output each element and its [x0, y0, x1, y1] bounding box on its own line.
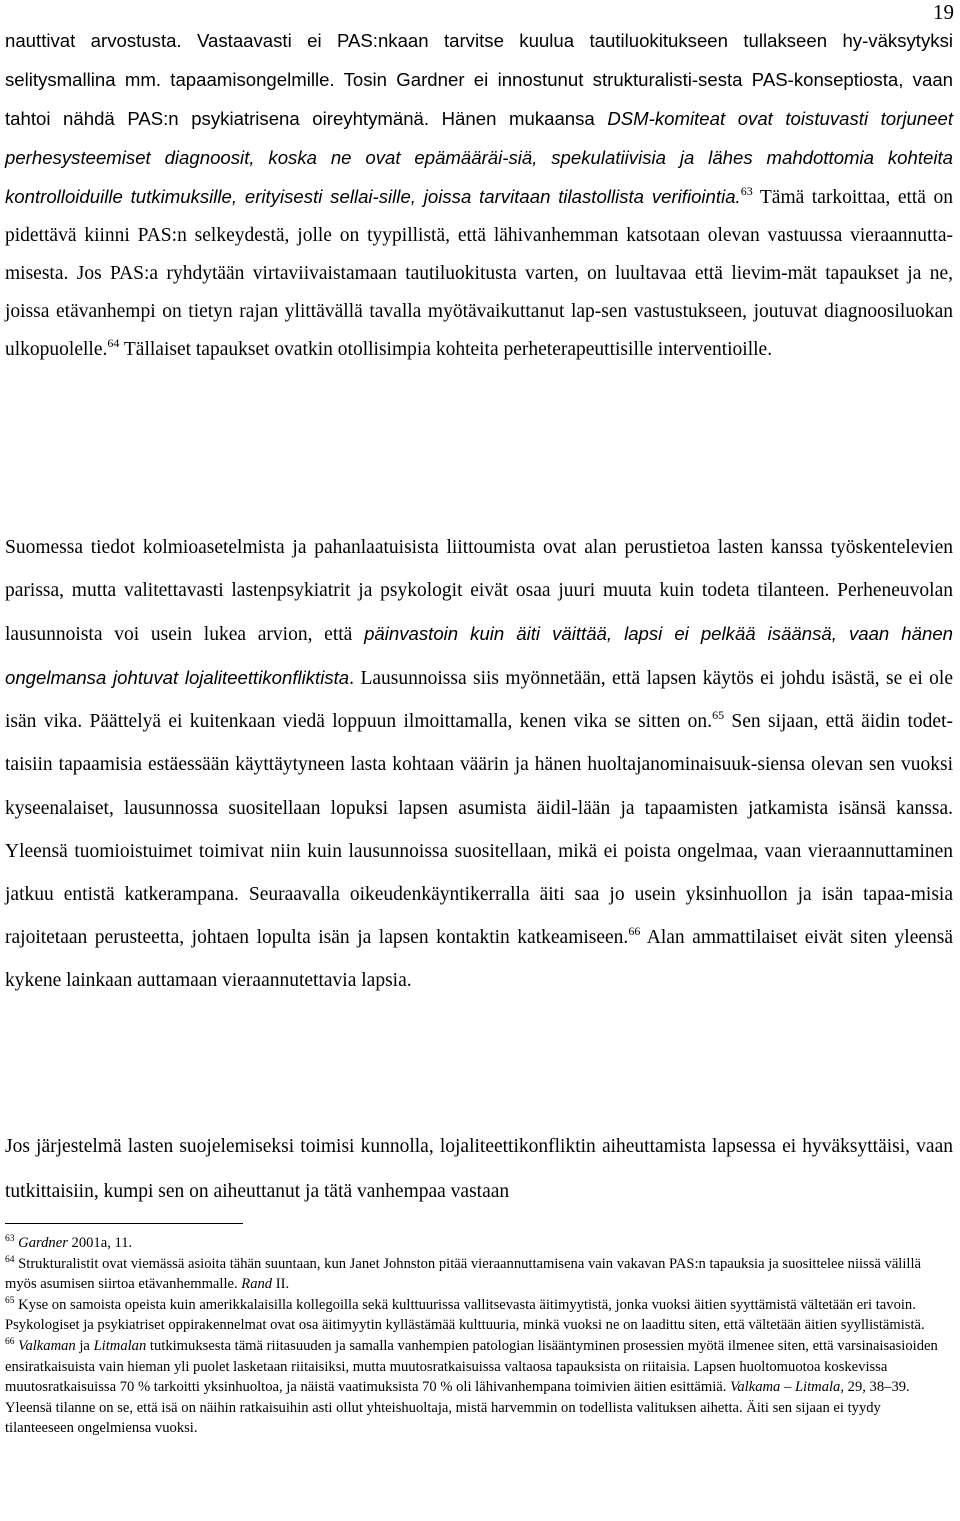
italic-quote: DSM-komiteat ovat toistuvasti torjuneet perhesysteemiset diagnoosit, koska ne ovat epämääräi-siä, spekulatiivisia ja lähes mahdottomia kohteita kontrolloiduille tutkimuksille, erityisesti sellai-sille, joissa tarvitaan tilastollista verifiointia. [5, 108, 953, 207]
footnote-number: 63 [5, 1234, 15, 1244]
body-paragraph-1 [5, 22, 953, 369]
citation-author: Gardner [18, 1235, 68, 1251]
citation-author: Rand [241, 1276, 273, 1293]
footnote-64 [5, 1254, 943, 1295]
footnote-ref-63[interactable]: 63 [740, 184, 753, 198]
footnote-text: Strukturalistit ovat viemässä asioita tähän suuntaan, kun Janet Johnston pitää vieraannuttamisena vain vakavan PAS:n tapauksia ja suosittelee niissä välillä myös asumisen siirtoa etävanhemmalle. [5, 1255, 922, 1293]
footnote-number: 66 [5, 1336, 15, 1347]
footnote-text: tutkimuksesta tämä riitasuuden ja samalla vanhempien patologian lisääntyminen prosessien myötä ilmenee siten, että varsinaisasioiden ensiratkaisuista vain hieman yli puolet lasketaan riitaisiksi, mutta muutosratkaisuissa valtaosa tapauksista on riitaisia. Lapsen huoltomuotoa koskevissa muutosratkaisuissa 70 % tarkoitti yksinhuoltoa, ja näistä vaatimuksista 70 % oli lähivanhempana toimivien äitien esittämiä. [5, 1337, 938, 1396]
footnote-separator [5, 1223, 243, 1224]
paragraph-text: nauttivat arvostusta. Vastaavasti ei PAS:nkaan tarvitse kuulua tautiluokitukseen tullakseen hy-väksytyksi selitysmallina mm. tapaamisongelmille. Tosin Gardner ei innostunut strukturalisti-sesta PAS-konseptiosta, vaan tahtoi nähdä PAS:n psykiatrisena oireyhtymänä. Hänen mukaansa [5, 30, 953, 129]
footnote-66 [5, 1336, 943, 1439]
citation-author: Valkama – Litmala [730, 1379, 841, 1396]
footnote-text: II. [272, 1276, 290, 1293]
citation-author: Litmalan [93, 1337, 147, 1354]
footnote-65 [5, 1295, 943, 1336]
italic-quote: päinvastoin kuin äiti väittää, lapsi ei pelkää isäänsä, vaan hänen ongelmansa johtuvat lojaliteettikonfliktista [5, 623, 953, 689]
footnote-text: 2001a, 11. [67, 1235, 133, 1251]
footnote-ref-65[interactable]: 65 [712, 708, 725, 723]
citation-author: Valkaman [18, 1337, 76, 1354]
footnote-text: ja [75, 1337, 94, 1354]
paragraph-text: Tämä tarkoittaa, että on pidettävä kiinni PAS:n selkeydestä, jolle on tyypillistä, että lähivanhemman katsotaan olevan vastuussa vieraannutta-misesta. Jos PAS:a ryhdytään virtaviivaistamaan tautiluokitusta varten, on luultavaa että lievim-mät tapaukset ja ne, joissa etävanhempi on tietyn rajan ylittävällä tavalla myötävaikuttanut lap-sen vastustukseen, joutuvat diagnoosiluokan ulkopuolelle. [5, 187, 953, 360]
body-paragraph-2 [5, 526, 953, 1002]
body-paragraph-3 [5, 1125, 953, 1214]
paragraph-text: Jos järjestelmä lasten suojelemiseksi toimisi kunnolla, lojaliteettikonfliktin aiheuttamista lapsessa ei hyväksyttäisi, vaan tutkittaisiin, kumpi sen on aiheuttanut ja tätä vanhempaa vastaan [5, 1136, 953, 1202]
footnote-ref-64[interactable]: 64 [107, 336, 120, 350]
paragraph-text: Tällaiset tapaukset ovatkin otollisimpia kohteita perheterapeuttisille interventioille. [119, 339, 773, 360]
footnote-number: 64 [5, 1254, 15, 1265]
paragraph-text: Suomessa tiedot kolmioasetelmista ja pahanlaatuisista liittoumista ovat alan perustietoa lasten kanssa työskentelevien parissa, mutta valitettavasti lastenpsykiatrit ja psykologit eivät osaa juuri muuta kuin todeta tilanteen. Perheneuvolan lausunnoista voi usein lukea arvion, että [5, 537, 953, 646]
paragraph-text: . Lausunnoissa siis myönnetään, että lapsen käytös ei johdu isästä, se ei ole isän vika. Päättelyä ei kuitenkaan viedä loppuun ilmoittamalla, kenen vika se sitten on. [5, 668, 953, 733]
footnote-text: Kyse on samoista opeista kuin amerikkalaisilla kollegoilla sekä kulttuurissa vallitsevasta äitimyytistä, jonka vuoksi äitien syyttämistä vältetään eri tavoin. Psykologiset ja psykiatriset oppirakennelmat ovat osa äitimyytin kyllästämää kulttuuria, minkä vuoksi ne on laadittu siten, että vältetään äitien syyllistämistä. [5, 1296, 925, 1334]
footnote-number: 65 [5, 1295, 15, 1306]
footnote-63 [5, 1233, 943, 1254]
footnote-text: , 29, 38–39. Yleensä tilanne on se, että isä on näihin ratkaisuihin asti ollut yhteishuoltaja, mistä harvemmin on todellista valituksen aihetta. Äiti sen sijaan ei tyydy tilanteeseen ongelmiensa vuoksi. [5, 1379, 910, 1437]
footnote-ref-66[interactable]: 66 [628, 923, 641, 938]
paragraph-text: Alan ammattilaiset eivät siten yleensä kykene lainkaan auttamaan vieraannutettavia lapsia. [5, 926, 954, 991]
footnotes [5, 1233, 943, 1439]
page-number: 19 [933, 0, 954, 24]
paragraph-text: Sen sijaan, että äidin todet-taisiin tapaamisia estäessään käyttäytyneen lasta kohtaan väärin ja hänen huoltajanominaisuuk-siensa olevan sen vuoksi kyseenalaiset, lausunnossa suositellaan lopuksi lapsen asumista äidil-lään ja tapaamisten jatkamista isänsä kanssa. Yleensä tuomioistuimet toimivat niin kuin lausunnoissa suositellaan, mikä ei poista ongelmaa, vaan vieraannuttaminen jatkuu entistä katkerampana. Seuraavalla oikeudenkäyntikerralla äiti saa jo usein yksinhuollon ja isän tapaa-misia rajoitetaan perusteetta, johtaen lopulta isän ja lapsen kontaktin katkeamiseen. [5, 711, 954, 948]
